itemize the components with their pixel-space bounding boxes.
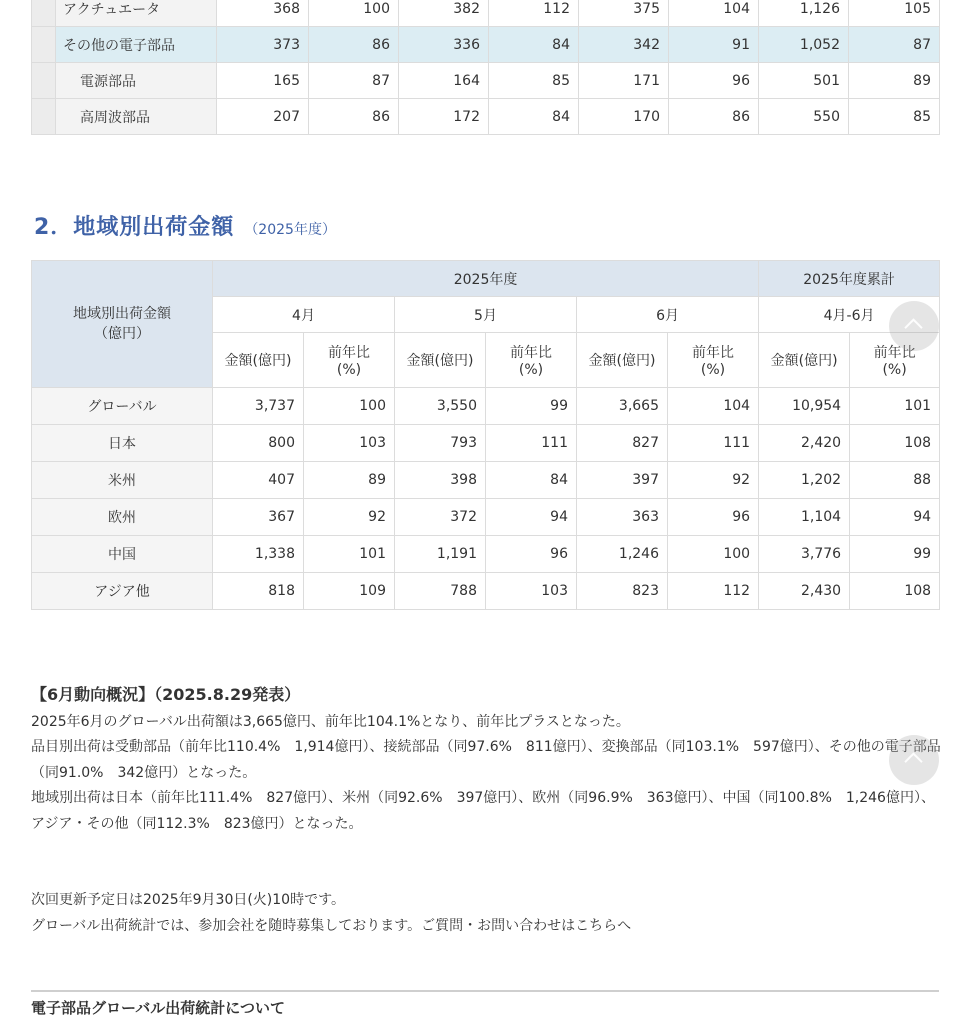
value-cell: 3,550 [395, 388, 486, 425]
value-cell: 363 [577, 499, 668, 536]
month-header-jun: 6月 [577, 297, 759, 333]
table-row [32, 462, 940, 499]
overview-paragraph-global: 2025年6月のグローバル出荷額は3,665億円、前年比104.1%となり、前年比プラスとなった。 [31, 713, 630, 730]
region-label: 日本 [32, 425, 213, 462]
value-cell: 103 [304, 425, 395, 462]
value-cell: 100 [304, 388, 395, 425]
region-label: 米州 [32, 462, 213, 499]
value-cell: 104 [668, 388, 759, 425]
amount-header: 金額(億円) [213, 333, 304, 388]
scroll-top-button[interactable] [889, 301, 939, 351]
value-cell: 800 [213, 425, 304, 462]
section-title: 2．地域別出荷金額 [34, 215, 235, 240]
value-cell: 793 [395, 425, 486, 462]
product-shipment-table-tail [31, 0, 940, 135]
next-update-notice [31, 888, 941, 939]
table-corner-header [32, 261, 213, 388]
value-cell: 2,420 [759, 425, 850, 462]
value-cell: 372 [395, 499, 486, 536]
value-cell: 103 [486, 573, 577, 610]
value-cell: 112 [489, 0, 579, 27]
value-cell: 172 [399, 99, 489, 135]
corner-unit: （億円） [94, 326, 150, 342]
value-cell: 1,202 [759, 462, 850, 499]
value-cell: 94 [486, 499, 577, 536]
yoy-unit: (%) [518, 362, 544, 378]
yoy-unit: (%) [700, 362, 726, 378]
table-row [32, 27, 940, 63]
value-cell: 1,126 [759, 0, 849, 27]
region-label: 欧州 [32, 499, 213, 536]
value-cell: 85 [489, 63, 579, 99]
yoy-unit: (%) [336, 362, 362, 378]
value-cell: 84 [486, 462, 577, 499]
value-cell: 100 [668, 536, 759, 573]
value-cell: 407 [213, 462, 304, 499]
value-cell: 501 [759, 63, 849, 99]
row-label: 高周波部品 [56, 99, 217, 135]
value-cell: 382 [399, 0, 489, 27]
indent-cell [32, 63, 56, 99]
yoy-label: 前年比 [692, 345, 735, 361]
about-title: 電子部品グローバル出荷統計について [31, 999, 285, 1017]
value-cell: 342 [579, 27, 669, 63]
contact-link[interactable]: グローバル出荷統計では、参加会社を随時募集しております。ご質問・お問い合わせはこちらへ [31, 917, 632, 934]
year-header: 2025年度 [213, 261, 759, 297]
value-cell: 111 [668, 425, 759, 462]
value-cell: 373 [217, 27, 309, 63]
row-label: 電源部品 [56, 63, 217, 99]
value-cell: 109 [304, 573, 395, 610]
value-cell: 89 [304, 462, 395, 499]
yoy-header [304, 333, 395, 388]
value-cell: 1,338 [213, 536, 304, 573]
value-cell: 108 [850, 573, 940, 610]
value-cell: 101 [850, 388, 940, 425]
indent-cell [32, 0, 56, 27]
region-label: グローバル [32, 388, 213, 425]
value-cell: 86 [309, 99, 399, 135]
amount-header: 金額(億円) [759, 333, 850, 388]
value-cell: 170 [579, 99, 669, 135]
value-cell: 368 [217, 0, 309, 27]
value-cell: 823 [577, 573, 668, 610]
corner-label: 地域別出荷金額 [73, 306, 171, 322]
table-row [32, 573, 940, 610]
value-cell: 105 [849, 0, 940, 27]
yoy-label: 前年比 [510, 345, 552, 361]
yoy-unit: (%) [882, 362, 907, 378]
value-cell: 99 [486, 388, 577, 425]
value-cell: 89 [849, 63, 940, 99]
region-label: 中国 [32, 536, 213, 573]
value-cell: 10,954 [759, 388, 850, 425]
value-cell: 87 [849, 27, 940, 63]
yoy-label: 前年比 [328, 345, 370, 361]
june-overview [31, 682, 941, 837]
value-cell: 101 [304, 536, 395, 573]
value-cell: 367 [213, 499, 304, 536]
value-cell: 3,737 [213, 388, 304, 425]
value-cell: 88 [850, 462, 940, 499]
about-heading [31, 990, 939, 1018]
scroll-top-button-secondary[interactable] [889, 735, 939, 785]
value-cell: 171 [579, 63, 669, 99]
value-cell: 99 [850, 536, 940, 573]
row-label: アクチュエータ [56, 0, 217, 27]
value-cell: 1,052 [759, 27, 849, 63]
value-cell: 91 [669, 27, 759, 63]
table-row [32, 99, 940, 135]
value-cell: 397 [577, 462, 668, 499]
value-cell: 87 [309, 63, 399, 99]
value-cell: 94 [850, 499, 940, 536]
value-cell: 550 [759, 99, 849, 135]
value-cell: 827 [577, 425, 668, 462]
value-cell: 336 [399, 27, 489, 63]
value-cell: 818 [213, 573, 304, 610]
value-cell: 92 [668, 462, 759, 499]
month-header-apr: 4月 [213, 297, 395, 333]
overview-paragraph-region: 地域別出荷は日本（前年比111.4% 827億円）、米州（同92.6% 397億円）、欧州（同96.9% 363億円）、中国（同100.8% 1,246億円）、アジア・その他（同112.3% 823億円）となった。 [31, 790, 935, 832]
value-cell: 85 [849, 99, 940, 135]
value-cell: 108 [850, 425, 940, 462]
value-cell: 84 [489, 27, 579, 63]
value-cell: 3,665 [577, 388, 668, 425]
table-row [32, 0, 940, 27]
value-cell: 398 [395, 462, 486, 499]
cumulative-header: 2025年度累計 [759, 261, 940, 297]
value-cell: 1,246 [577, 536, 668, 573]
value-cell: 1,191 [395, 536, 486, 573]
indent-cell [32, 99, 56, 135]
value-cell: 1,104 [759, 499, 850, 536]
value-cell: 788 [395, 573, 486, 610]
section-heading-region [34, 210, 336, 241]
value-cell: 3,776 [759, 536, 850, 573]
table-row [32, 425, 940, 462]
table-row [32, 388, 940, 425]
value-cell: 86 [309, 27, 399, 63]
region-shipment-table [31, 260, 940, 610]
overview-paragraph-product: 品目別出荷は受動部品（前年比110.4% 1,914億円）、接続部品（同97.6% 811億円）、変換部品（同103.1% 597億円）、その他の電子部品（同91.0% 342億円）となった。 [31, 739, 941, 781]
value-cell: 96 [668, 499, 759, 536]
overview-title: 【6月動向概況】（2025.8.29発表） [31, 685, 301, 704]
value-cell: 207 [217, 99, 309, 135]
value-cell: 100 [309, 0, 399, 27]
value-cell: 84 [489, 99, 579, 135]
value-cell: 375 [579, 0, 669, 27]
amount-header: 金額(億円) [577, 333, 668, 388]
value-cell: 96 [669, 63, 759, 99]
value-cell: 111 [486, 425, 577, 462]
value-cell: 2,430 [759, 573, 850, 610]
yoy-header [486, 333, 577, 388]
table-row [32, 499, 940, 536]
value-cell: 86 [669, 99, 759, 135]
region-label: アジア他 [32, 573, 213, 610]
row-label: その他の電子部品 [56, 27, 217, 63]
value-cell: 112 [668, 573, 759, 610]
value-cell: 104 [669, 0, 759, 27]
value-cell: 92 [304, 499, 395, 536]
value-cell: 96 [486, 536, 577, 573]
yoy-header [668, 333, 759, 388]
value-cell: 165 [217, 63, 309, 99]
table-row [32, 63, 940, 99]
next-update-date: 次回更新予定日は2025年9月30日(火)10時です。 [31, 892, 345, 908]
month-header-cumulative: 4月-6月 [759, 297, 940, 333]
value-cell: 164 [399, 63, 489, 99]
section-subtitle: （2025年度） [244, 222, 336, 238]
amount-header: 金額(億円) [395, 333, 486, 388]
table-row [32, 536, 940, 573]
indent-cell [32, 27, 56, 63]
month-header-may: 5月 [395, 297, 577, 333]
yoy-label: 前年比 [873, 345, 916, 361]
